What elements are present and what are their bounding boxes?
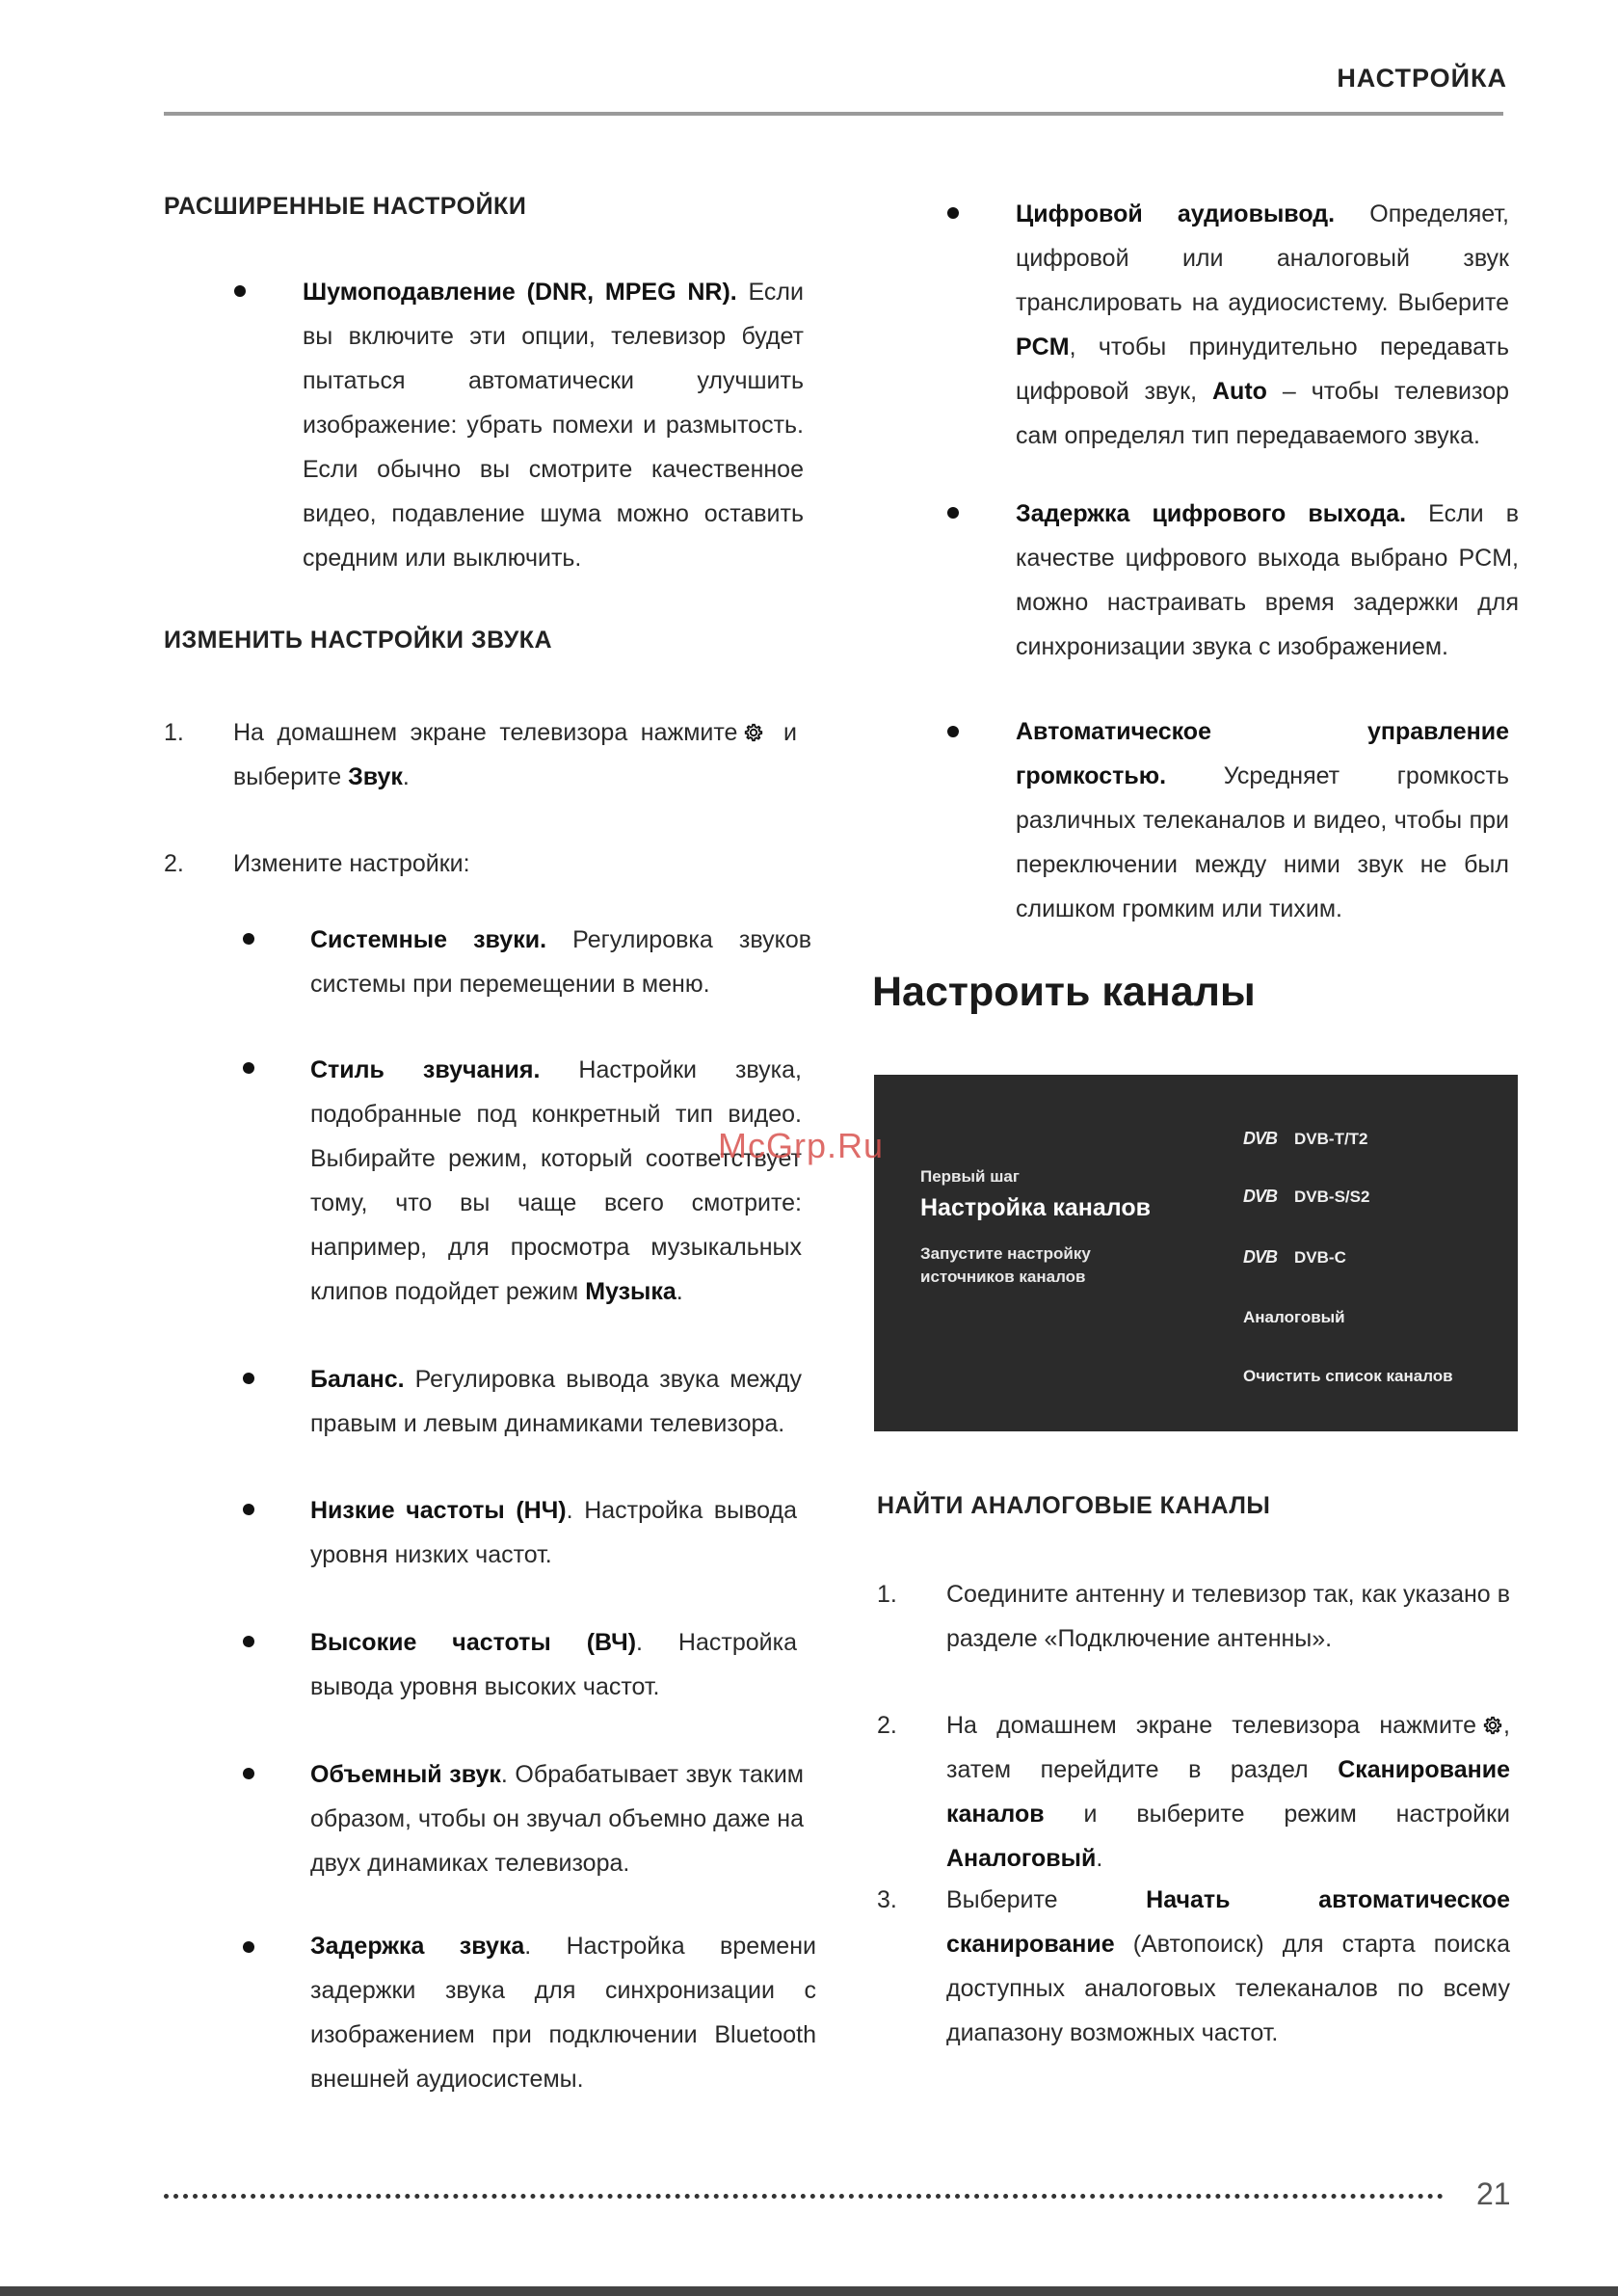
analog-step1-paragraph: Соедините антенну и телевизор так, как указано в разделе «Подключение антенны». xyxy=(946,1581,1510,1652)
step2-paragraph: Измените настройки: xyxy=(233,850,470,877)
advanced-settings-title: РАСШИРЕННЫЕ НАСТРОЙКИ xyxy=(164,193,527,220)
audio-item-text: Если в качестве цифрового выхода выбрано PCM, можно настраивать время задержки для синхронизации звука с изображением. xyxy=(1016,500,1520,660)
audio-item-text: – чтобы телевизор сам определял тип передаваемого звука. xyxy=(1016,378,1509,449)
tv-channel-setup-screenshot xyxy=(874,1075,1518,1431)
bullet xyxy=(243,1504,254,1515)
sound-item-text: . Настройка времени задержки звука для синхронизации с изображением при подключении Bluetooth внешней аудиосистемы. xyxy=(310,1933,816,2093)
watermark: McGrp.Ru xyxy=(718,1126,885,1165)
bottom-edge xyxy=(0,2286,1618,2296)
analog-step2-end: . xyxy=(1096,1845,1103,1872)
sound-item-title: Задержка звука xyxy=(310,1933,525,1960)
sound-item-paragraph xyxy=(310,1924,816,2101)
audio-item-text: , чтобы принудительно передавать цифровой звук, xyxy=(1016,334,1509,405)
dnr-title: Шумоподавление (DNR, MPEG NR). xyxy=(303,279,737,306)
gear-icon xyxy=(743,713,764,734)
tv-option-label: DVB-C xyxy=(1294,1248,1346,1267)
tv-option-label: DVB-T/T2 xyxy=(1294,1130,1368,1148)
sound-item-text: Регулировка вывода звука между правым и левым динамиками телевизора. xyxy=(310,1366,802,1437)
sound-item-paragraph xyxy=(310,1620,797,1709)
audio-item-pcm: PCM xyxy=(1016,334,1070,360)
sound-item-title: Низкие частоты (НЧ) xyxy=(310,1497,567,1524)
scan-channels-label: Сканирование каналов xyxy=(946,1756,1510,1828)
step-number: 2. xyxy=(164,850,184,877)
sound-item-text: . Настройка вывода уровня высоких частот. xyxy=(310,1629,797,1700)
bullet xyxy=(243,1636,254,1647)
sound-item-text: Регулировка звуков системы при перемещении в меню. xyxy=(310,926,812,998)
audio-item-title: Цифровой аудиовывод. xyxy=(1016,200,1336,227)
tv-option-analog[interactable]: Аналоговый xyxy=(1243,1308,1345,1326)
audio-item-auto: Auto xyxy=(1212,378,1267,405)
analog-step2-text: , затем перейдите в раздел xyxy=(946,1712,1510,1783)
sound-item-paragraph xyxy=(310,1488,797,1577)
sound-item-mode: Музыка xyxy=(585,1278,676,1305)
sound-item-title: Системные звуки. xyxy=(310,926,547,953)
gear-icon xyxy=(1482,1706,1503,1727)
sound-item-title: Высокие частоты (ВЧ) xyxy=(310,1629,637,1656)
step-number: 2. xyxy=(877,1712,897,1739)
bullet xyxy=(243,1062,254,1074)
analog-step3-text: Выберите xyxy=(946,1886,1147,1913)
bullet xyxy=(243,933,254,945)
audio-item-title: Задержка цифрового выхода. xyxy=(1016,500,1407,527)
dvb-logo-icon: DVB xyxy=(1243,1187,1278,1206)
header-divider xyxy=(164,112,1503,116)
sound-item-end: . xyxy=(676,1278,683,1305)
bullet xyxy=(947,507,959,519)
bullet xyxy=(947,726,959,737)
analog-step2-text: На домашнем экране телевизора нажмите xyxy=(946,1712,1477,1739)
footer-dotted-rule xyxy=(164,2194,1444,2199)
step1-text-a: На домашнем экране телевизора нажмите xyxy=(233,719,738,746)
dvb-logo-icon: DVB xyxy=(1243,1247,1278,1267)
channels-heading: Настроить каналы xyxy=(872,969,1256,1015)
tv-step-label: Первый шаг xyxy=(920,1167,1020,1186)
dvb-logo-icon: DVB xyxy=(1243,1129,1278,1148)
sound-item-text: Настройки звука, подобранные под конкретный тип видео. Выбирайте режим, который соответствует тому, что вы чаще всего смотрите: например, для просмотра музыкальных клипов подойдет режим xyxy=(310,1056,802,1305)
sound-item-text: . Настройка вывода уровня низких частот. xyxy=(310,1497,797,1568)
analog-channels-title: НАЙТИ АНАЛОГОВЫЕ КАНАЛЫ xyxy=(877,1492,1271,1519)
dnr-paragraph xyxy=(303,270,804,580)
sound-settings-title: ИЗМЕНИТЬ НАСТРОЙКИ ЗВУКА xyxy=(164,627,553,654)
step1-sound: Звук xyxy=(348,763,403,790)
step1-text-b: и выберите xyxy=(233,719,797,790)
sound-item-paragraph xyxy=(310,918,811,1006)
sound-item-text: . Обрабатывает звук таким образом, чтобы он звучал объемно даже на двух динамиках телевизора. xyxy=(310,1761,804,1877)
sound-item-title: Баланс. xyxy=(310,1366,405,1393)
audio-item-paragraph xyxy=(1016,192,1509,458)
bullet xyxy=(243,1941,254,1953)
step-number: 1. xyxy=(877,1581,897,1608)
step1-paragraph xyxy=(233,710,797,799)
sound-item-paragraph xyxy=(310,1752,804,1885)
auto-scan-label: Начать автоматическое сканирование xyxy=(946,1886,1510,1958)
analog-step3-text: (Автопоиск) для старта поиска доступных аналоговых телеканалов по всему диапазону возможных частот. xyxy=(946,1931,1510,2046)
analog-step2-text: и выберите режим настройки xyxy=(1044,1801,1510,1828)
audio-item-paragraph xyxy=(1016,492,1519,669)
audio-item-title: Автоматическое управление громкостью. xyxy=(1016,718,1509,789)
tv-screen-title: Настройка каналов xyxy=(920,1194,1151,1221)
analog-mode-label: Аналоговый xyxy=(946,1845,1097,1872)
page-header-title: НАСТРОЙКА xyxy=(1337,64,1507,93)
bullet xyxy=(243,1373,254,1384)
tv-option-dvb-t[interactable] xyxy=(1243,1129,1368,1149)
step1-end: . xyxy=(402,763,410,790)
bullet xyxy=(947,207,959,219)
sound-item-paragraph xyxy=(310,1357,802,1446)
tv-option-clear-list[interactable]: Очистить список каналов xyxy=(1243,1367,1453,1385)
audio-item-text: Определяет, цифровой или аналоговый звук транслировать на аудиосистему. Выберите xyxy=(1016,200,1509,316)
sound-item-title: Стиль звучания. xyxy=(310,1056,541,1083)
step-number: 1. xyxy=(164,719,184,746)
audio-item-text: Усредняет громкость различных телеканалов и видео, чтобы при переключении между ними звук не был слишком громким или тихим. xyxy=(1016,762,1509,922)
analog-step2-paragraph xyxy=(946,1703,1510,1881)
tv-screen-description: Запустите настройку источников каналов xyxy=(920,1244,1091,1286)
sound-item-paragraph xyxy=(310,1048,802,1314)
analog-step3-paragraph xyxy=(946,1878,1510,2055)
dnr-text: Если вы включите эти опции, телевизор будет пытаться автоматически улучшить изображение: убрать помехи и размытость. Если обычно вы смотрите качественное видео, подавление шума можно оставить средним или выключить. xyxy=(303,279,804,572)
bullet xyxy=(243,1768,254,1779)
bullet xyxy=(234,285,246,297)
page-number: 21 xyxy=(1476,2176,1511,2211)
tv-option-dvb-c[interactable] xyxy=(1243,1247,1346,1268)
sound-item-title: Объемный звук xyxy=(310,1761,501,1788)
tv-option-dvb-s[interactable] xyxy=(1243,1187,1369,1207)
tv-option-label: DVB-S/S2 xyxy=(1294,1188,1370,1206)
step-number: 3. xyxy=(877,1886,897,1913)
audio-item-paragraph xyxy=(1016,709,1509,931)
